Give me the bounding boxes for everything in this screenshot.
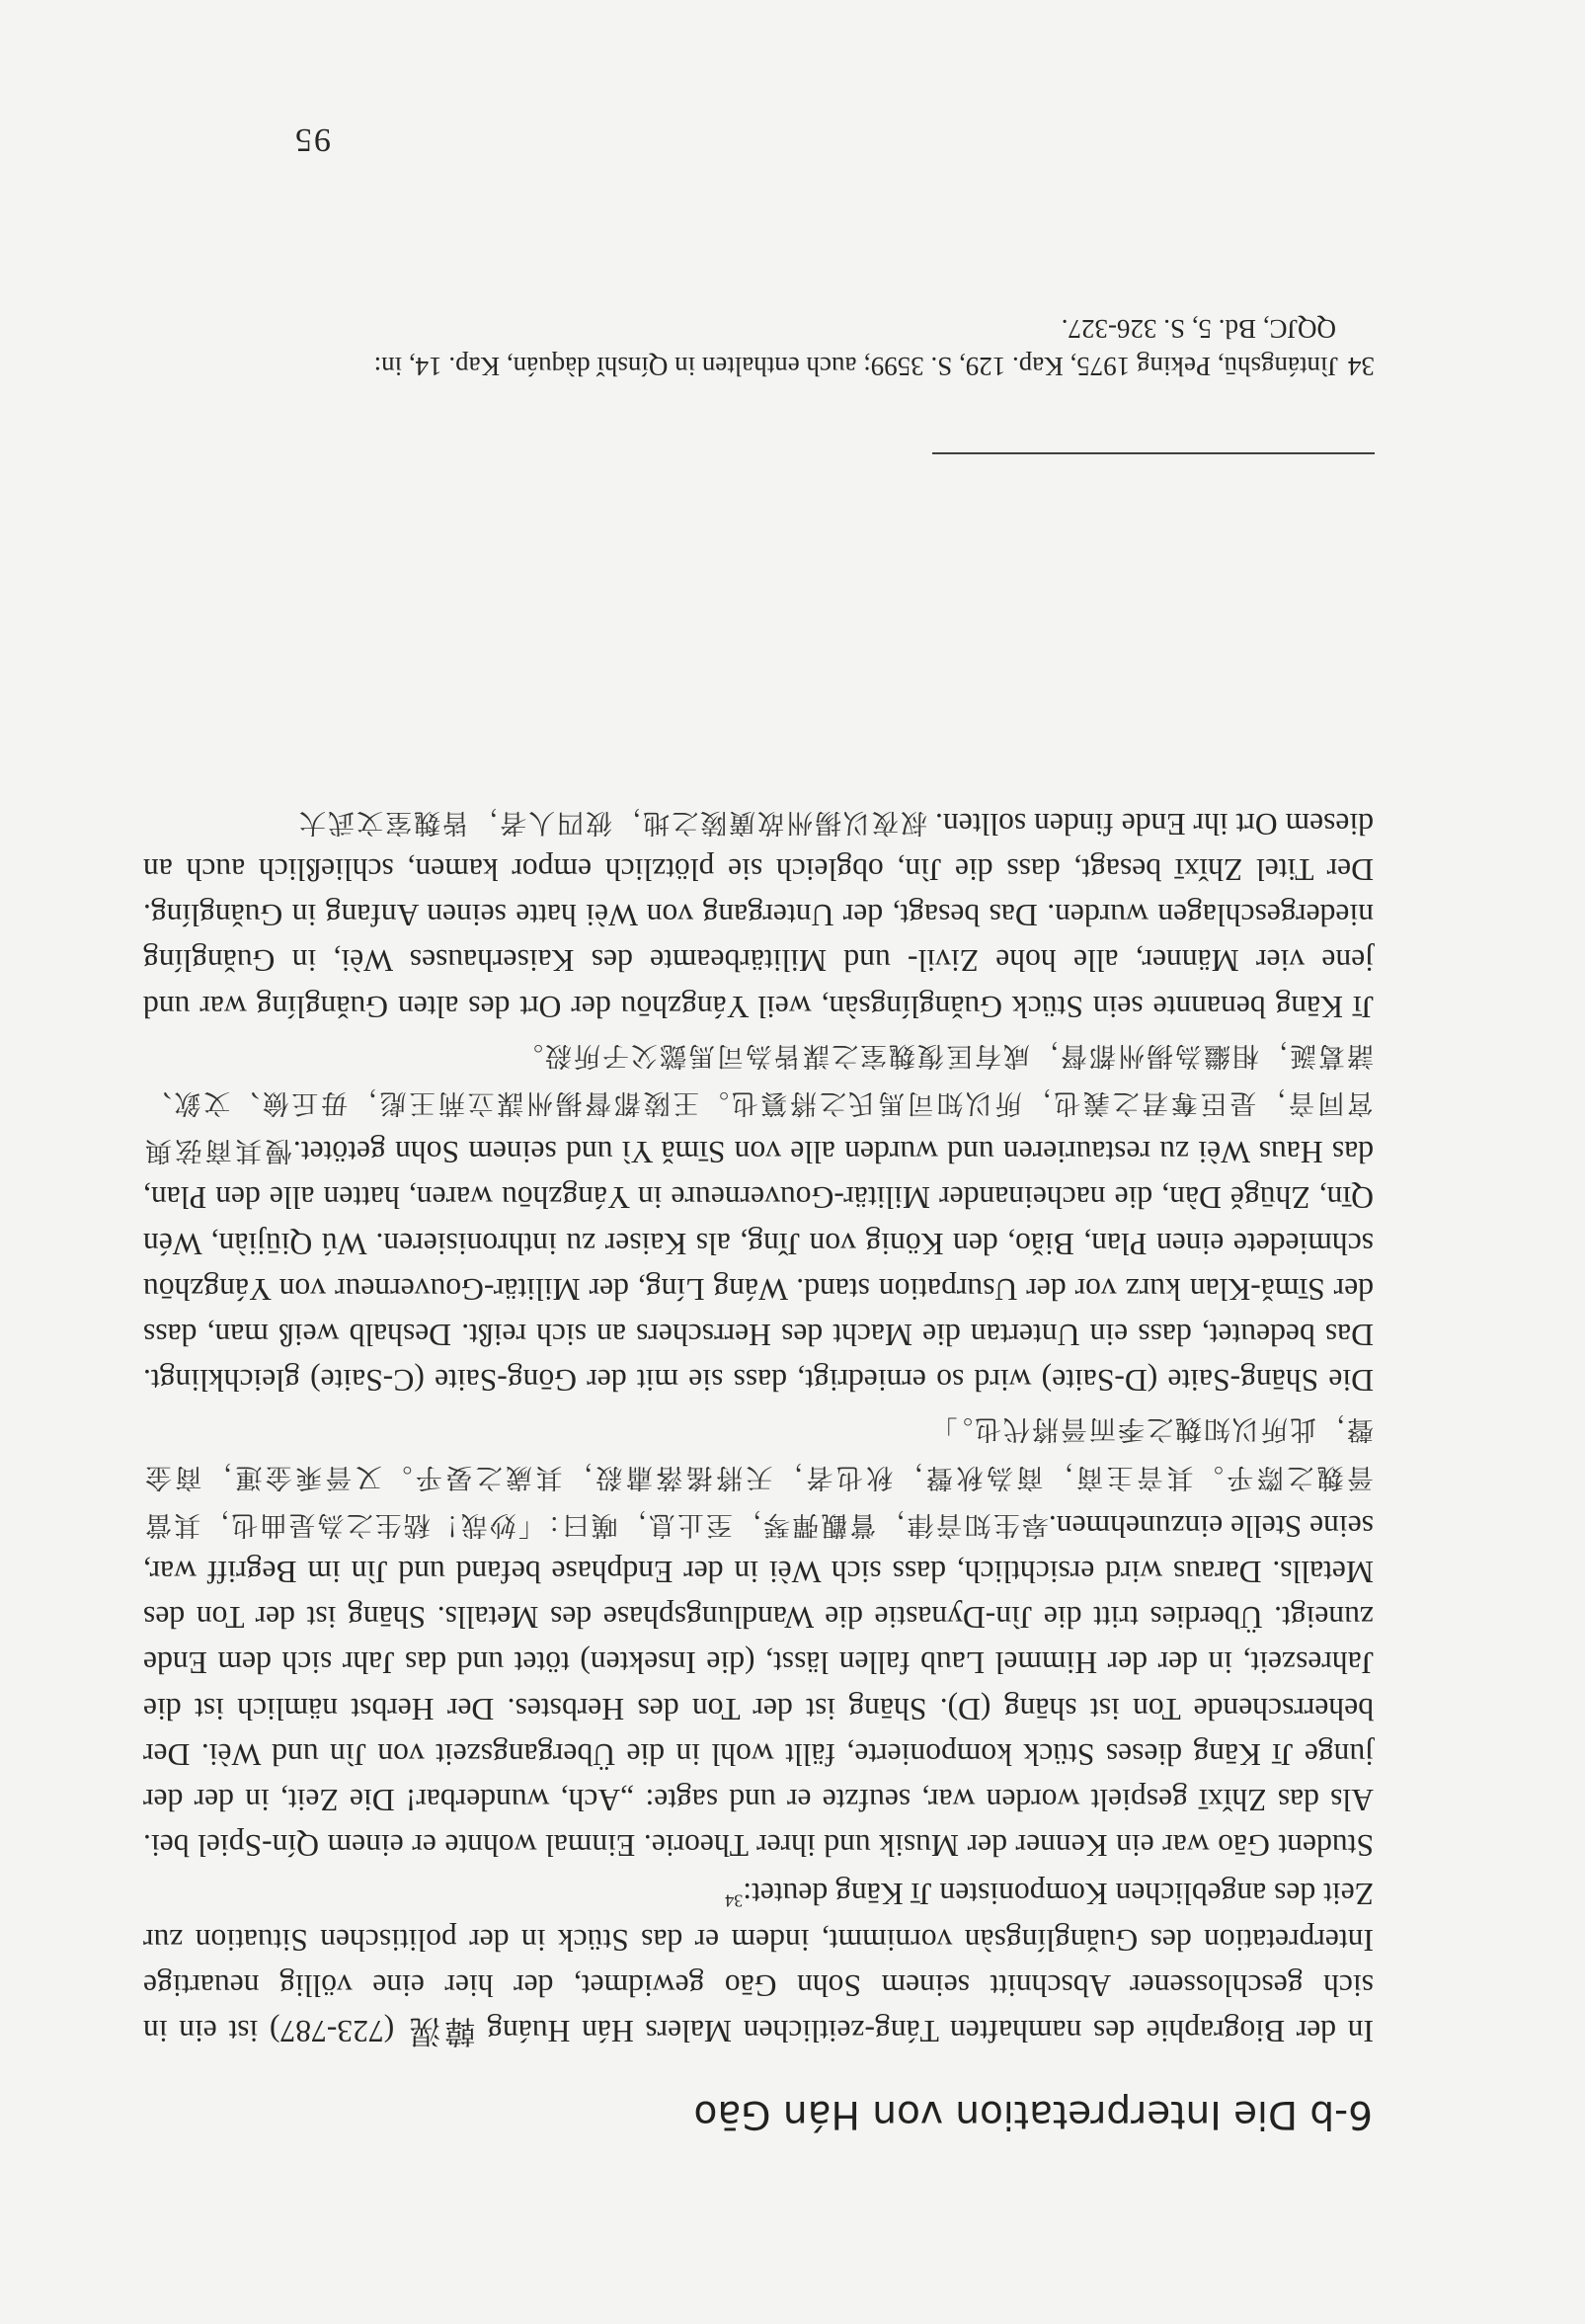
page-number: 95 bbox=[293, 121, 331, 158]
footnote-reference: 34 bbox=[725, 1890, 744, 1911]
paragraph-intro bbox=[143, 1871, 1374, 2053]
paragraph-quote-2-text: Die Shāng-Saite (D-Saite) wird so erniedrigt, dass sie mit der Gōng-Saite (C-Saite) gleichklingt. Das bedeutet, dass ein Untertan die Macht des Herrschers an sich reißt. Deshalb weiß man, dass der Sīmǎ-Klan kurz vor der Usurpation stand. Wáng Líng, der Militär-Gouverneur von Yángzhōu schmiedete einen Plan, Biǎo, den König von Jǐng, als Kaiser zu inthronisieren. Wú Qiūjiàn, Wén Qīn, Zhūgě Dàn, die nacheinander Militär-Gouverneure in Yángzhōu waren, hatten alle den Plan, das Haus Wèi zu restaurieren und wurden alle von Sīmǎ Yì und seinem Sohn getötet. bbox=[143, 1135, 1374, 1399]
footnote-number: 34 bbox=[1348, 352, 1375, 381]
footnote-line-2: QQJC, Bd. 5, S. 326-327. bbox=[1061, 314, 1336, 344]
paragraph-quote-3 bbox=[143, 799, 1374, 1029]
paragraph-quote-2 bbox=[143, 1032, 1374, 1403]
chinese-passage-3: 叔夜以揚州故廣陵之地，彼四人者，皆魏室文武大 bbox=[297, 806, 928, 838]
paragraph-quote-1-text: Student Gāo war ein Kenner der Musik und ihrer Theorie. Einmal wohnte er einem Qín-Spiel bei. Als das Zhǐxī gespielt worden war, seufzte er und sagte: „Ach, wunderbar! Die Zeit, in der der junge Jī Kāng dieses Stück komponierte, fällt wohl in die Übergangszeit von Jìn und Wèi. Der beherrschende Ton ist shāng (D). Shāng ist der Ton des Herbstes. Der Herbst nämlich ist die Jahreszeit, in der der Himmel Laub fallen lässt, (die Insekten) tötet und das Jahr sich dem Ende zuneigt. Überdies tritt die Jìn-Dynastie die Wandlungsphase des Metalls. Shāng ist der Ton des Metalls. Daraus wird ersichtlich, dass sich Wèi in der Endphase befand und Jìn im Begriff war, seine Stelle einzunehmen. bbox=[143, 1508, 1374, 1864]
footnote-citation: Jìntángshū, Peking 1975, Kap. 129, S. 3599; auch enthalten in Qínshǐ dàquán, Kap. 14, in: bbox=[373, 352, 1338, 381]
footnote bbox=[144, 310, 1375, 385]
paragraph-intro-text: In der Biographie des namhaften Táng-zeitlichen Malers Hán Huáng 韓滉 (723-787) ist ein in sich geschlossener Abschnitt seinem Sohn Gāo gewidmet, der hier eine völlig neuartige Interpretation des Guǎnglíngsàn vornimmt, indem er das Stück in der politischen Situation zur Zeit des angeblichen Komponisten Jī Kāng deutet: bbox=[143, 1877, 1374, 2048]
footnote-separator bbox=[932, 452, 1375, 454]
paragraph-quote-1 bbox=[143, 1405, 1374, 1868]
body-text bbox=[143, 796, 1374, 2053]
footnote-line-1 bbox=[144, 348, 1375, 385]
chinese-passage-1: 皋生知音律，嘗觀彈琴，至止息，嘆曰：「妙哉！嵇生之為是曲也，其當晉魏之際乎。其音主商，商為秋聲，秋也者，天將搖落肅殺，其歲之晏乎。又晉乘金運，商金聲，此所以知魏之季而晉將代也。」 bbox=[143, 1413, 1374, 1540]
paragraph-quote-3-text: Jī Kāng benannte sein Stück Guǎnglíngsàn, weil Yángzhōu der Ort des alten Guǎnglíng war und jene vier Männer, alle hohe Zivil- und Militärbeamte des Kaiserhauses Wèi, in Guǎnglíng niedergeschlagen wurden. Das besagt, der Untergang von Wèi hatte seinen Anfang in Guǎnglíng. Der Titel Zhǐxī besagt, dass die Jìn, obgleich sie plötzlich empor kamen, schließlich auch an diesem Ort ihr Ende finden sollten. bbox=[143, 806, 1374, 1024]
chinese-passage-2: 慢其商弦與宮同音，是臣奪君之義也，所以知司馬氏之將篡也。王陵都督揚州謀立荊王彪，毋丘儉、文欽、諸葛誕，相繼為揚州都督，咸有匡復魏室之謀皆為司馬懿父子所殺。 bbox=[142, 1039, 1374, 1166]
section-heading: 6-b Die Interpretation von Hán Gāo bbox=[693, 2092, 1373, 2136]
